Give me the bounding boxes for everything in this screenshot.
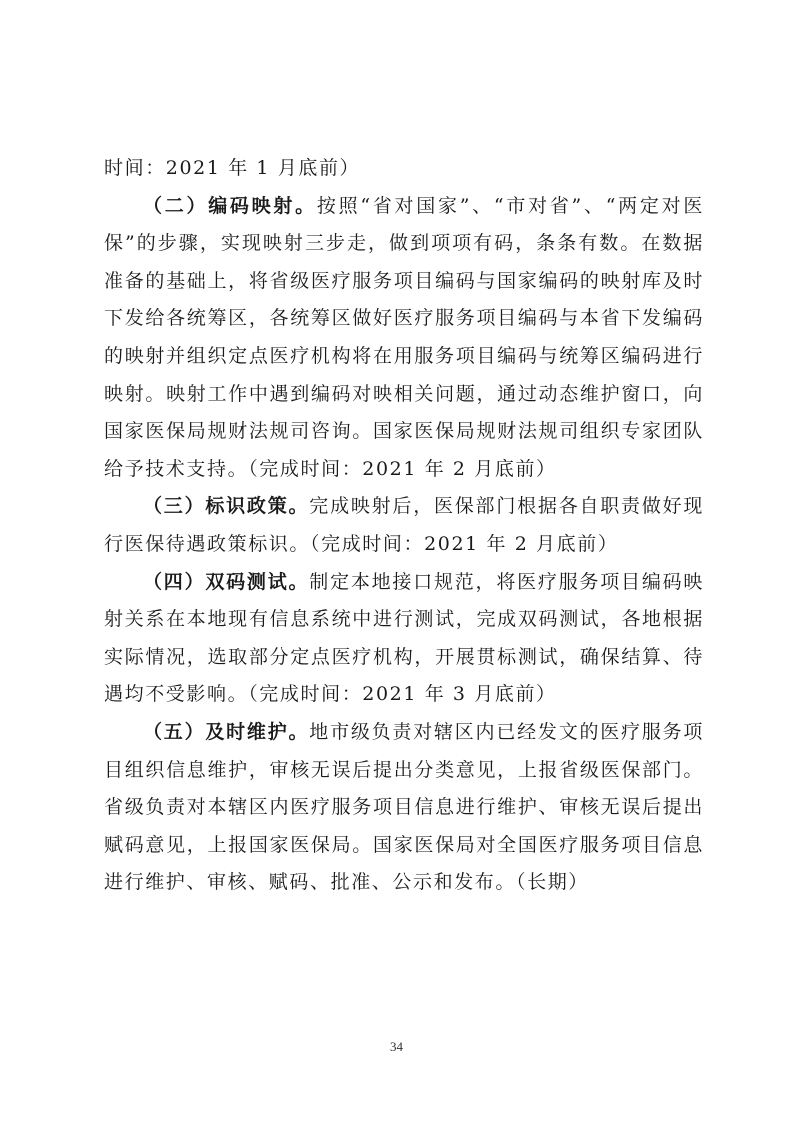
paragraph-text: 按照“省对国家”、“市对省”、“两定对医保”的步骤，实现映射三步走，做到项项有码，条条有数。在数据准备的基础上，将省级医疗服务项目编码与国家编码的映射库及时下发给各统筹区，各统筹区做好医疗服务项目编码与本省下发编码的映射并组织定点医疗机构将在用服务项目编码与统筹区编码进行映射。映射工作中遇到编码对映相关问题，通过动态维护窗口，向国家医保局规财法规司咨询。国家医保局规财法规司组织专家团队给予技术支持。（完成时间：2021 年 2 月底前） [104,194,704,480]
paragraph-text: 地市级负责对辖区内已经发文的医疗服务项目组织信息维护，审核无误后提出分类意见，上报省级医保部门。省级负责对本辖区内医疗服务项目信息进行维护、审核无误后提出赋码意见，上报国家医保局。国家医保局对全国医疗服务项目信息进行维护、审核、赋码、批准、公示和发布。（长期） [104,720,704,894]
document-body [104,150,704,902]
section-heading-dual-code-testing: （四）双码测试。 [143,570,310,593]
paragraph-timely-maintenance [104,714,704,902]
section-heading-code-mapping: （二）编码映射。 [143,194,317,217]
paragraph-dual-code-testing [104,564,704,714]
paragraph-continuation [104,150,704,188]
section-heading-policy-labeling: （三）标识政策。 [143,495,310,518]
section-heading-timely-maintenance: （五）及时维护。 [143,720,310,743]
paragraph-policy-labeling [104,488,704,563]
paragraph-text: 制定本地接口规范，将医疗服务项目编码映射关系在本地现有信息系统中进行测试，完成双码测试，各地根据实际情况，选取部分定点医疗机构，开展贯标测试，确保结算、待遇均不受影响。（完成时间：2021 年 3 月底前） [104,570,704,706]
paragraph-code-mapping [104,188,704,489]
paragraph-text: 时间：2021 年 1 月底前） [104,157,361,179]
paragraph-text: 完成映射后，医保部门根据各自职责做好现行医保待遇政策标识。（完成时间：2021 年 2 月底前） [104,495,704,555]
page-number: 34 [390,1039,403,1054]
